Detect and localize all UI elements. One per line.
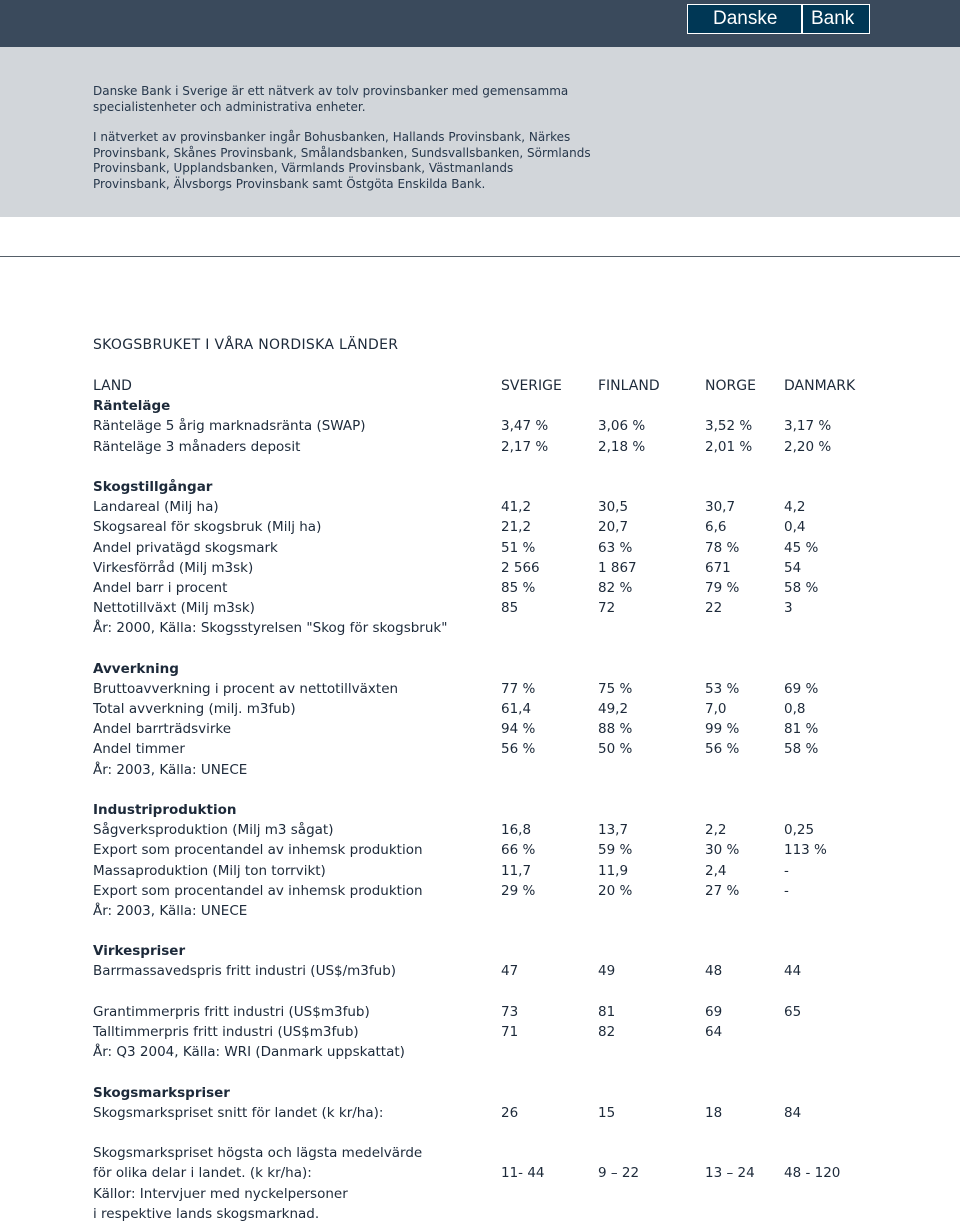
table-row — [93, 861, 913, 881]
cell-finland: 82 % — [598, 579, 633, 596]
table-header-row — [93, 376, 913, 396]
table-row — [93, 699, 913, 719]
cell-finland: 11,9 — [598, 862, 629, 879]
section-heading — [93, 800, 913, 820]
cell-label: Andel barr i procent — [93, 579, 228, 596]
cell-sverige: 2,17 % — [501, 438, 549, 455]
cell-finland: 3,06 % — [598, 418, 646, 435]
cell-label: Barrmassavedspris fritt industri (US$/m3fub) — [93, 963, 397, 980]
cell-danmark: 3 — [784, 600, 793, 617]
cell-label: Ränteläge 3 månaders deposit — [93, 438, 301, 455]
cell-sverige: 3,47 % — [501, 418, 549, 435]
cell-danmark: 81 % — [784, 721, 819, 738]
cell-danmark: 113 % — [784, 842, 827, 859]
cell-norge: 56 % — [705, 741, 740, 758]
cell-label: År: Q3 2004, Källa: WRI (Danmark uppskattat) — [93, 1044, 405, 1061]
cell-sverige: 21,2 — [501, 519, 532, 536]
cell-sverige: 71 — [501, 1024, 519, 1040]
cell-finland: 20,7 — [598, 519, 629, 536]
cell-label: Ränteläge — [93, 398, 171, 415]
table-row — [93, 820, 913, 840]
spacer-row — [93, 982, 913, 1002]
cell-label: Virkesförråd (Milj m3sk) — [93, 559, 254, 576]
cell-label: Skogsmarkspriset högsta och lägsta medelvärde — [93, 1145, 423, 1162]
forestry-table — [93, 376, 913, 1224]
cell-sverige: 47 — [501, 963, 519, 980]
cell-sverige: 85 — [501, 600, 519, 617]
cell-danmark: 44 — [784, 963, 802, 980]
cell-norge: 27 % — [705, 882, 740, 899]
cell-finland: 49,2 — [598, 701, 629, 717]
cell-label: för olika delar i landet. (k kr/ha): — [93, 1165, 312, 1182]
cell-sverige: 26 — [501, 1104, 519, 1121]
cell-finland: 15 — [598, 1104, 616, 1121]
table-row — [93, 558, 913, 578]
cell-label: År: 2003, Källa: UNECE — [93, 761, 248, 778]
table-row — [93, 517, 913, 537]
intro-paragraph-2: I nätverket av provinsbanker ingår Bohusbanken, Hallands Provinsbank, Närkes Provinsbank, Skånes Provinsbank, Smålandsbanken, Sundsvallsbanken, Sörmlands Provinsbank, Upplandsbanken, Värmlands Provinsbank, Västmanlands Provinsbank, Älvsborgs Provinsbank samt Östgöta Enskilda Bank. — [93, 130, 591, 191]
cell-sverige: 85 % — [501, 579, 536, 596]
cell-label: Andel barrträdsvirke — [93, 721, 232, 738]
cell-sverige: 94 % — [501, 721, 536, 738]
cell-danmark: 3,17 % — [784, 418, 832, 435]
cell-norge: 2,01 % — [705, 438, 753, 455]
table-row — [93, 1184, 913, 1204]
cell-label: Export som procentandel av inhemsk produktion — [93, 842, 423, 859]
logo-text-bank: Bank — [803, 5, 869, 33]
section-heading — [93, 659, 913, 679]
cell-danmark: - — [784, 862, 789, 879]
cell-label: Virkespriser — [93, 943, 186, 960]
cell-norge: 30,7 — [705, 499, 736, 516]
cell-sverige: 61,4 — [501, 701, 532, 717]
cell-norge: 6,6 — [705, 519, 727, 536]
cell-norge: 2,4 — [705, 862, 727, 879]
cell-sverige: 56 % — [501, 741, 536, 758]
cell-sverige: 66 % — [501, 842, 536, 859]
cell-danmark: 69 % — [784, 680, 819, 697]
spacer-row — [93, 638, 913, 658]
cell-danmark: 0,25 — [784, 822, 815, 839]
cell-danmark: 65 — [784, 1003, 802, 1020]
table-row — [93, 901, 913, 921]
cell-finland: 81 — [598, 1003, 616, 1020]
cell-danmark: - — [784, 882, 789, 899]
cell-norge: 671 — [705, 559, 731, 576]
cell-label: Sågverksproduktion (Milj m3 sågat) — [93, 822, 334, 839]
cell-norge: 99 % — [705, 721, 740, 738]
top-bar — [0, 0, 960, 47]
cell-danmark: 58 % — [784, 579, 819, 596]
cell-sverige: 11- 44 — [501, 1165, 545, 1182]
table-row — [93, 1002, 913, 1022]
cell-sverige: 11,7 — [501, 862, 532, 879]
cell-label: Total avverkning (milj. m3fub) — [93, 701, 296, 717]
cell-label: LAND — [93, 378, 132, 394]
cell-norge: 7,0 — [705, 701, 727, 717]
cell-norge: 79 % — [705, 579, 740, 596]
table-row — [93, 1042, 913, 1062]
cell-label: Andel privatägd skogsmark — [93, 539, 278, 556]
spacer-row — [93, 1062, 913, 1082]
cell-label: Avverkning — [93, 660, 179, 677]
cell-sverige: SVERIGE — [501, 378, 562, 394]
cell-norge: 22 — [705, 600, 723, 617]
spacer-row — [93, 1123, 913, 1143]
table-row — [93, 1204, 913, 1224]
cell-danmark: 4,2 — [784, 499, 806, 516]
cell-sverige: 73 — [501, 1003, 519, 1020]
table-row — [93, 618, 913, 638]
cell-norge: 78 % — [705, 539, 740, 556]
spacer-row — [93, 921, 913, 941]
cell-sverige: 29 % — [501, 882, 536, 899]
section-heading — [93, 477, 913, 497]
cell-sverige: 77 % — [501, 680, 536, 697]
cell-label: År: 2003, Källa: UNECE — [93, 902, 248, 919]
cell-finland: FINLAND — [598, 378, 660, 394]
cell-norge: 53 % — [705, 680, 740, 697]
cell-finland: 1 867 — [598, 559, 637, 576]
cell-finland: 59 % — [598, 842, 633, 859]
cell-finland: 13,7 — [598, 822, 629, 839]
cell-danmark: 84 — [784, 1104, 802, 1121]
table-row — [93, 1163, 913, 1183]
cell-label: Massaproduktion (Milj ton torrvikt) — [93, 862, 326, 879]
cell-finland: 2,18 % — [598, 438, 646, 455]
cell-danmark: DANMARK — [784, 378, 856, 394]
cell-label: Skogsmarkspriset snitt för landet (k kr/ha): — [93, 1104, 384, 1121]
cell-label: Bruttoavverkning i procent av nettotillväxten — [93, 680, 399, 697]
cell-label: Grantimmerpris fritt industri (US$m3fub) — [93, 1003, 370, 1020]
cell-label: Nettotillväxt (Milj m3sk) — [93, 600, 255, 617]
table-row — [93, 416, 913, 436]
spacer-row — [93, 457, 913, 477]
cell-label: Talltimmerpris fritt industri (US$m3fub) — [93, 1024, 359, 1040]
intro-paragraph-1: Danske Bank i Sverige är ett nätverk av tolv provinsbanker med gemensamma specialistenheter och administrativa enheter. — [93, 84, 569, 114]
danske-bank-logo — [687, 4, 870, 34]
cell-sverige: 2 566 — [501, 559, 540, 576]
table-row — [93, 1022, 913, 1042]
cell-norge: 30 % — [705, 842, 740, 859]
cell-danmark: 48 - 120 — [784, 1165, 841, 1182]
table-row — [93, 497, 913, 517]
cell-finland: 20 % — [598, 882, 633, 899]
cell-label: Industriproduktion — [93, 801, 237, 818]
cell-danmark: 58 % — [784, 741, 819, 758]
table-row — [93, 739, 913, 759]
cell-sverige: 51 % — [501, 539, 536, 556]
table-row — [93, 961, 913, 981]
cell-label: Export som procentandel av inhemsk produktion — [93, 882, 423, 899]
table-row — [93, 1143, 913, 1163]
cell-norge: 48 — [705, 963, 723, 980]
cell-finland: 82 — [598, 1024, 616, 1040]
cell-finland: 88 % — [598, 721, 633, 738]
cell-danmark: 0,4 — [784, 519, 806, 536]
table-row — [93, 679, 913, 699]
cell-danmark: 2,20 % — [784, 438, 832, 455]
cell-label: Skogstillgångar — [93, 478, 213, 495]
cell-finland: 72 — [598, 600, 616, 617]
cell-danmark: 0,8 — [784, 701, 806, 717]
cell-norge: 13 – 24 — [705, 1165, 755, 1182]
cell-finland: 30,5 — [598, 499, 629, 516]
cell-label: i respektive lands skogsmarknad. — [93, 1205, 320, 1222]
spacer-row — [93, 780, 913, 800]
table-row — [93, 598, 913, 618]
table-row — [93, 719, 913, 739]
table-row — [93, 840, 913, 860]
cell-finland: 49 — [598, 963, 616, 980]
cell-norge: 69 — [705, 1003, 723, 1020]
cell-norge: NORGE — [705, 378, 756, 394]
cell-label: År: 2000, Källa: Skogsstyrelsen "Skog för skogsbruk" — [93, 620, 448, 637]
cell-norge: 3,52 % — [705, 418, 753, 435]
table-row — [93, 760, 913, 780]
table-row — [93, 578, 913, 598]
cell-danmark: 54 — [784, 559, 802, 576]
cell-danmark: 45 % — [784, 539, 819, 556]
table-row — [93, 1103, 913, 1123]
section-heading — [93, 396, 913, 416]
logo-text-danske: Danske — [688, 5, 801, 33]
section-heading — [93, 1083, 913, 1103]
cell-sverige: 41,2 — [501, 499, 532, 516]
cell-norge: 64 — [705, 1024, 723, 1040]
cell-label: Källor: Intervjuer med nyckelpersoner — [93, 1185, 348, 1202]
cell-label: Ränteläge 5 årig marknadsränta (SWAP) — [93, 418, 366, 435]
table-row — [93, 437, 913, 457]
cell-label: Skogsareal för skogsbruk (Milj ha) — [93, 519, 322, 536]
divider — [0, 256, 960, 257]
page-title: SKOGSBRUKET I VÅRA NORDISKA LÄNDER — [93, 337, 399, 353]
cell-label: Skogsmarkspriser — [93, 1084, 230, 1101]
cell-norge: 18 — [705, 1104, 723, 1121]
cell-norge: 2,2 — [705, 822, 727, 839]
intro-panel — [0, 47, 960, 217]
cell-finland: 50 % — [598, 741, 633, 758]
section-heading — [93, 941, 913, 961]
table-row — [93, 538, 913, 558]
cell-label: Landareal (Milj ha) — [93, 499, 219, 516]
cell-finland: 75 % — [598, 680, 633, 697]
cell-finland: 9 – 22 — [598, 1165, 640, 1182]
cell-sverige: 16,8 — [501, 822, 532, 839]
cell-finland: 63 % — [598, 539, 633, 556]
cell-label: Andel timmer — [93, 741, 185, 758]
table-row — [93, 881, 913, 901]
